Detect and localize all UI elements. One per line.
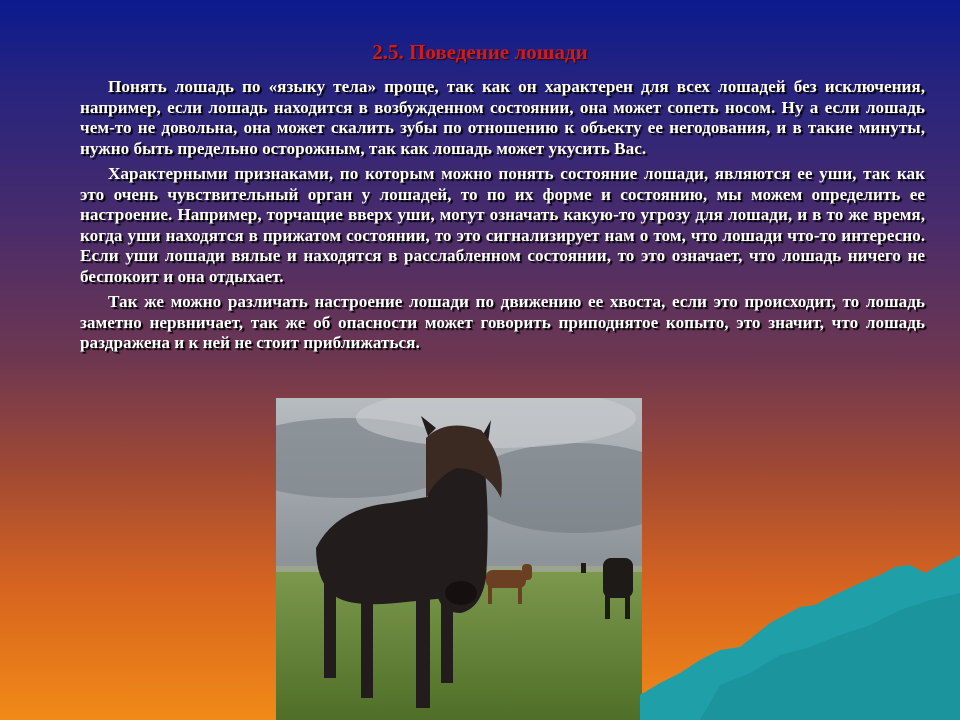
mountain-silhouette <box>640 555 960 720</box>
body-text <box>80 77 925 359</box>
horse-photo <box>276 398 642 720</box>
paragraph-tail: Так же можно различать настроение лошади по движению ее хвоста, если это происходит, то лошадь заметно нервничает, так же об опасности может говорить приподнятое копыто, это значит, что лошадь раздражена и к ней не стоит приближаться. <box>80 292 925 352</box>
paragraph-ears: Характерными признаками, по которым можно понять состояние лошади, являются ее уши, так как это очень чувствительный орган у лошадей, то по их форме и состоянию, мы можем определить ее настроение. Например, торчащие вверх уши, могут означать какую-то угрозу для лошади, и в то же время, когда уши находятся в прижатом состоянии, то это сигнализирует нам о том, что лошади что-то интересно. Если уши лошади вялые и находятся в расслабленном состоянии, то это означает, что лошадь ничего не беспокоит и она отдыхает. <box>80 164 925 286</box>
slide-title: 2.5. Поведение лошади <box>372 40 588 64</box>
paragraph-body-language: Понять лошадь по «языку тела» проще, так как он характерен для всех лошадей без исключения, например, если лошадь находится в возбужденном состоянии, она может сопеть носом. Ну а если лошадь чем-то не довольна, она может скалить зубы по отношению к объекту ее негодования, и в такие минуты, нужно быть предельно осторожным, так как лошадь может укусить Вас. <box>80 77 925 158</box>
